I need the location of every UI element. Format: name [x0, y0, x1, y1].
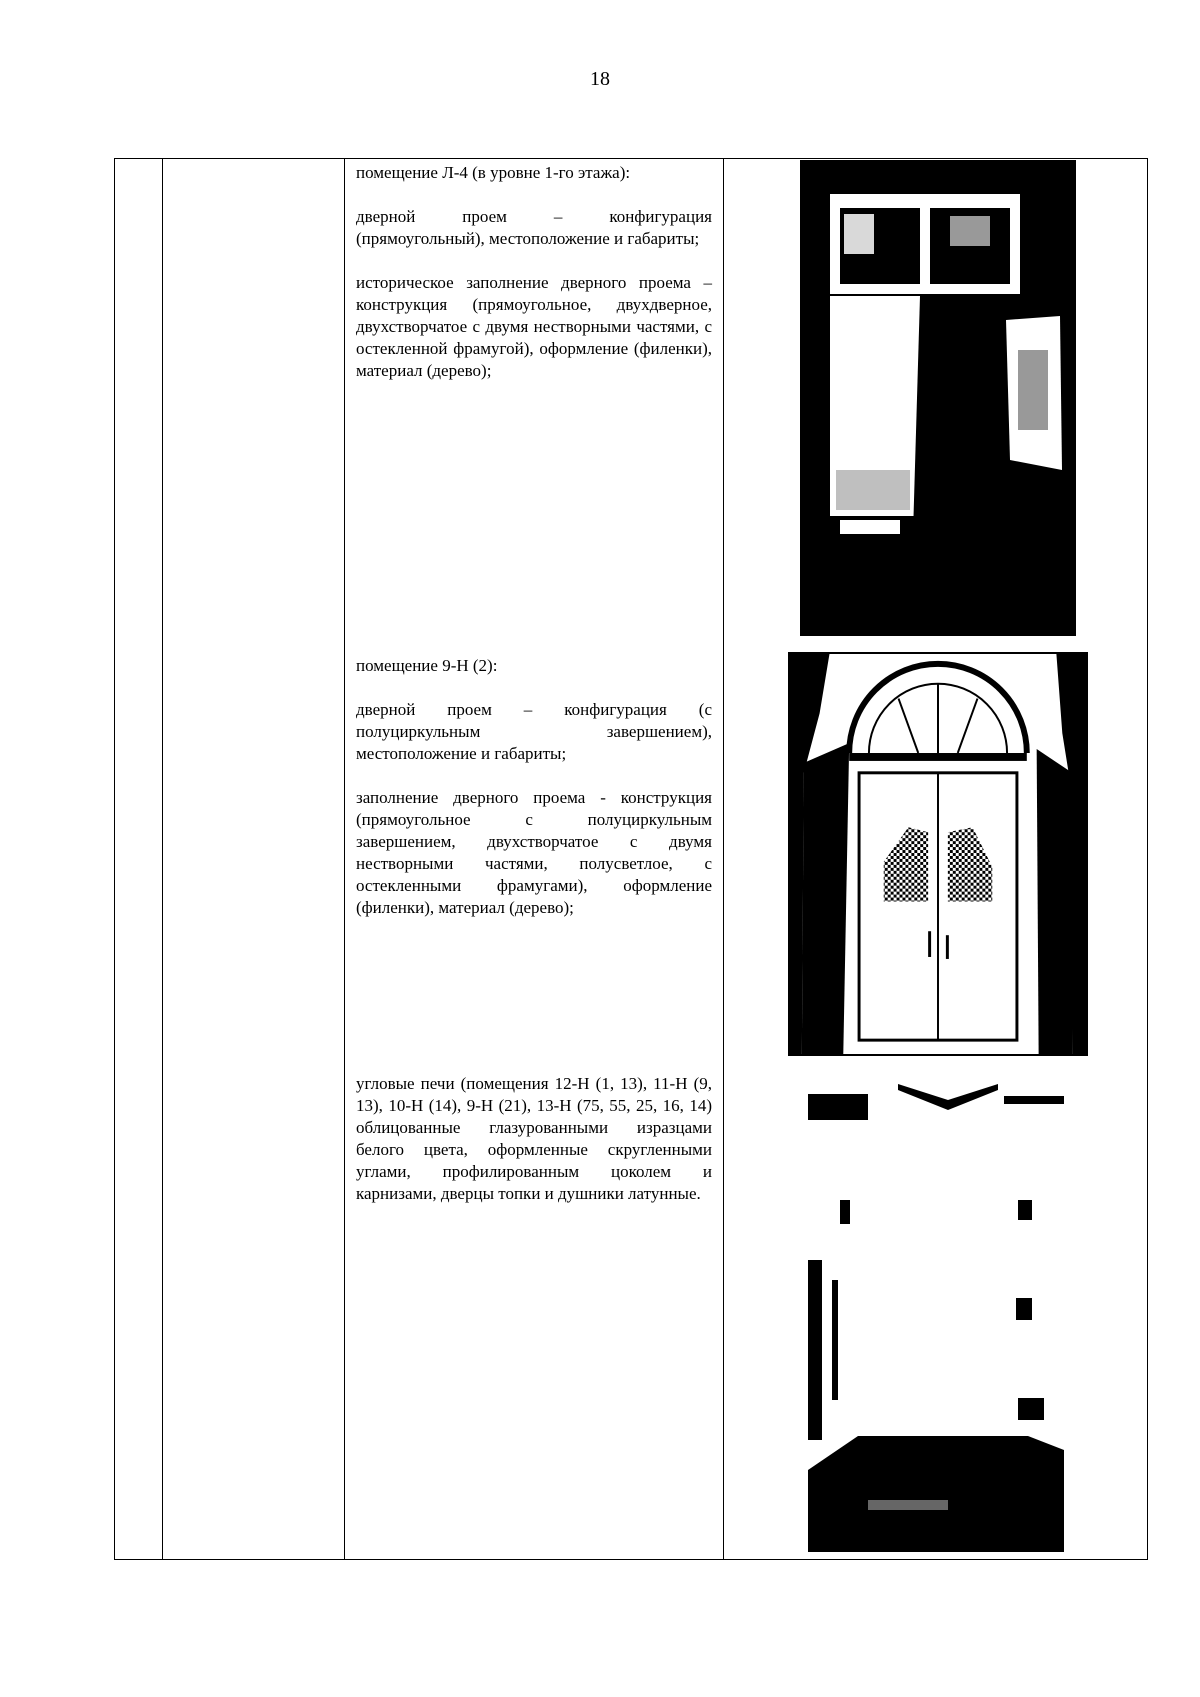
section-heading: помещение Л-4 (в уровне 1-го этажа):	[356, 163, 631, 182]
section-paragraph: дверной проем – конфигурация (прямоугольный), местоположение и габариты;	[356, 207, 712, 248]
column-divider-1	[162, 159, 163, 1559]
page-number: 18	[590, 68, 610, 90]
column-divider-3	[723, 159, 724, 1559]
section-heading: помещение 9-Н (2):	[356, 656, 498, 675]
section-9n	[356, 655, 712, 941]
photo-rectangular-door	[800, 160, 1076, 636]
section-paragraph: угловые печи (помещения 12-Н (1, 13), 11-Н (9, 13), 10-Н (14), 9-Н (21), 13-Н (75, 55, 25, 16, 14) облицованные глазурованными изразцами белого цвета, оформленные скругленными углами, профилированным цоколем и карнизами, дверцы топки и душники латунные.	[356, 1074, 712, 1203]
section-l4	[356, 162, 712, 404]
section-paragraph: историческое заполнение дверного проема – конструкция (прямоугольное, двухдверное, двухстворчатое с двумя нестворными частями, с остекленной фрамугой), оформление (филенки), материал (дерево);	[356, 273, 712, 380]
section-paragraph: дверной проем – конфигурация (с полуциркульным завершением), местоположение и габариты;	[356, 700, 712, 763]
section-stoves	[356, 1073, 712, 1227]
photo-tiled-stove	[808, 1070, 1064, 1552]
column-divider-2	[344, 159, 345, 1559]
section-paragraph: заполнение дверного проема - конструкция (прямоугольное с полуциркульным завершением, двухстворчатое с двумя нестворными частями, полусветлое, с остекленными фрамугами), оформление (филенки), материал (дерево);	[356, 788, 712, 917]
photo-arched-door	[788, 652, 1088, 1056]
